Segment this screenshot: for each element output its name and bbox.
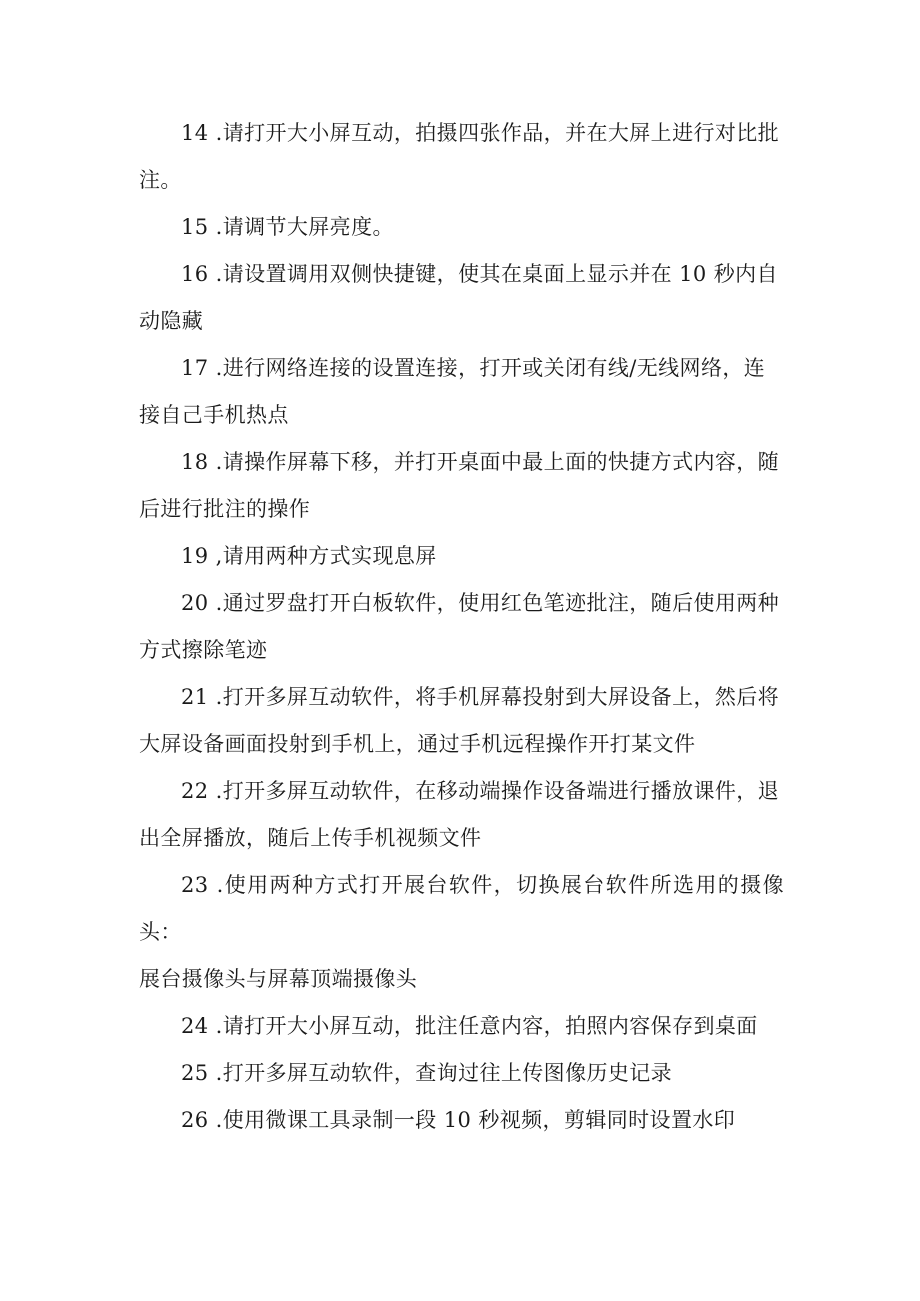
item-separator: . (208, 121, 223, 145)
item-text: 请用两种方式实现息屏 (222, 544, 437, 568)
item-number: 20 (181, 591, 209, 615)
item-number: 14 (181, 121, 209, 145)
item-text: 打开多屏互动软件，在移动端操作设备端进行播放课件，退 (222, 779, 780, 803)
item-separator: . (208, 591, 223, 615)
item-number: 26 (181, 1108, 209, 1132)
list-item (139, 1097, 784, 1144)
item-text: 使用微课工具录制一段 10 秒视频，剪辑同时设置水印 (222, 1108, 736, 1132)
item-text: 请调节大屏亮度。 (222, 215, 394, 239)
item-text: 打开多屏互动软件，将手机屏幕投射到大屏设备上，然后将 (222, 685, 780, 709)
list-item (139, 204, 784, 251)
list-item (139, 251, 784, 345)
item-separator: . (208, 356, 223, 380)
list-item (139, 110, 784, 204)
item-text: 请操作屏幕下移，并打开桌面中最上面的快捷方式内容，随 (222, 450, 780, 474)
item-text: 使用两种方式打开展台软件，切换展台软件所选用的摄像头： (139, 873, 785, 944)
item-number: 16 (181, 262, 209, 286)
item-text-continued: 展台摄像头与屏幕顶端摄像头 (139, 967, 418, 991)
item-separator: . (208, 685, 223, 709)
item-separator: . (208, 779, 223, 803)
item-separator: . (208, 215, 223, 239)
item-separator: . (208, 450, 223, 474)
item-text: 进行网络连接的设置连接，打开或关闭有线/无线网络，连 (222, 356, 766, 380)
item-text-continued: 大屏设备画面投射到手机上，通过手机远程操作开打某文件 (139, 732, 696, 756)
item-separator: . (208, 1014, 223, 1038)
document-body (139, 110, 784, 1144)
item-text-continued: 动隐藏 (139, 309, 204, 333)
list-item (139, 674, 784, 768)
item-separator: , (208, 544, 223, 568)
item-number: 22 (181, 779, 209, 803)
item-number: 19 (181, 544, 209, 568)
item-number: 18 (181, 450, 209, 474)
item-number: 15 (181, 215, 209, 239)
item-separator: . (208, 873, 224, 897)
item-text: 打开多屏互动软件，查询过往上传图像历史记录 (222, 1061, 673, 1085)
list-item (139, 862, 784, 1003)
list-item (139, 580, 784, 674)
list-item (139, 768, 784, 862)
item-separator: . (208, 1061, 223, 1085)
item-text-continued: 接自己手机热点 (139, 403, 289, 427)
item-text: 请打开大小屏互动，批注任意内容，拍照内容保存到桌面 (222, 1014, 758, 1038)
item-text-continued: 方式擦除笔迹 (139, 638, 268, 662)
item-number: 23 (181, 873, 209, 897)
item-separator: . (208, 262, 223, 286)
list-item (139, 439, 784, 533)
list-item (139, 533, 784, 580)
item-number: 25 (181, 1061, 209, 1085)
item-text-continued: 出全屏播放，随后上传手机视频文件 (139, 826, 482, 850)
item-number: 17 (181, 356, 209, 380)
list-item (139, 1003, 784, 1050)
list-item (139, 345, 784, 439)
item-text-continued: 后进行批注的操作 (139, 497, 311, 521)
item-text: 请设置调用双侧快捷键，使其在桌面上显示并在 10 秒内自 (222, 262, 778, 286)
item-text: 通过罗盘打开白板软件，使用红色笔迹批注，随后使用两种 (222, 591, 780, 615)
list-item (139, 1050, 784, 1097)
item-text: 请打开大小屏互动，拍摄四张作品，并在大屏上进行对比批 (222, 121, 780, 145)
item-number: 24 (181, 1014, 209, 1038)
item-separator: . (208, 1108, 223, 1132)
item-number: 21 (181, 685, 209, 709)
item-text-continued: 注。 (139, 168, 182, 192)
